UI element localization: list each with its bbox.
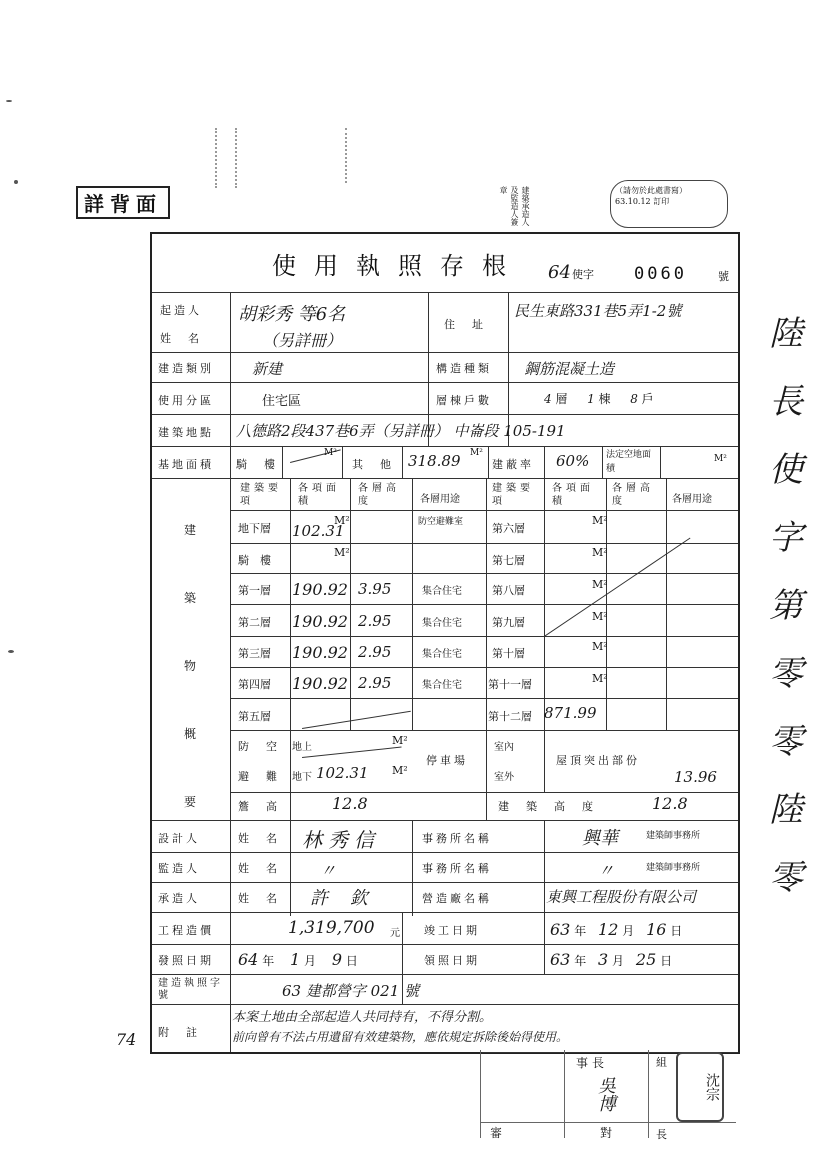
issue-date: 64 年 1 月 9 日 [238, 950, 358, 969]
company-name: 東興工程股份有限公司 [546, 888, 697, 906]
floor-3-height: 2.95 [358, 643, 392, 661]
shelter-label: 避 難 [238, 770, 280, 783]
punch-hole-mark [345, 128, 361, 183]
company-label: 營造廠名稱 [422, 892, 492, 905]
unit-m2: M² [592, 640, 608, 653]
outdoor-label: 室外 [494, 772, 514, 783]
review-label: 審 [490, 1126, 503, 1140]
building-type-value: 新建 [252, 360, 283, 378]
unit-m2: M² [334, 546, 350, 559]
group-label-2: 長 [656, 1128, 667, 1141]
floor-1-area: 190.92 [292, 580, 348, 599]
scan-mark [14, 180, 18, 184]
underground-label: 地下 [292, 772, 312, 783]
floor-6-label: 第六層 [492, 522, 525, 535]
permit-year: 64 [548, 262, 571, 283]
floor-2-area: 190.92 [292, 612, 348, 631]
cost-value: 1,319,700 [288, 918, 375, 938]
col-area-header-2: 各項面積 [552, 483, 594, 507]
form-title: 使用執照存根 [272, 252, 524, 280]
floor-4-use: 集合住宅 [422, 680, 462, 691]
unit-m2: M² [392, 734, 408, 747]
floor-4-label: 第四層 [238, 678, 271, 691]
permit-no-label: 建造執照字號 [158, 978, 223, 1001]
coverage-value: 60% [556, 452, 590, 470]
col-floor-header-2: 建築要項 [492, 483, 534, 507]
col-area-header: 各項面積 [298, 483, 340, 507]
group-label: 組 [656, 1056, 667, 1069]
eave-height-label: 簷 高 [238, 800, 280, 813]
basement-use: 防空避難室 [418, 517, 464, 527]
unit-m2: M² [592, 610, 608, 623]
right-note-2: （請勿於此處書寫） [615, 186, 687, 195]
site-other-value: 318.89 [408, 452, 461, 470]
address-label: 住 址 [444, 318, 486, 331]
structure-type-value: 鋼筋混凝土造 [524, 360, 615, 378]
completion-date: 63 年 12 月 16 日 [550, 920, 683, 939]
right-margin-handwriting: 陸 長 使 字 第 零 零 陸 零 [769, 314, 803, 898]
building-height-value: 12.8 [652, 794, 688, 813]
right-note: 建築承造人及監造人簽章 [499, 186, 530, 226]
total-area: 871.99 [544, 704, 597, 722]
check-label: 對 [600, 1126, 613, 1140]
clerk-stamp: 事 [576, 1056, 589, 1070]
unit-m2: M² [592, 514, 608, 527]
supervisor-office: 〃 [598, 861, 615, 880]
unit-m2: M² [324, 448, 337, 458]
arcade-label: 騎 樓 [236, 458, 278, 471]
designer-office-label: 事務所名稱 [422, 832, 492, 845]
basement-area: 102.31 [292, 522, 345, 540]
coverage-label: 建蔽率 [492, 458, 534, 471]
margin-mark: 74 [116, 1030, 137, 1049]
floor-8-label: 第八層 [492, 584, 525, 597]
floor-2-use: 集合住宅 [422, 618, 462, 629]
address-value: 民生東路331巷5弄1-2號 [514, 302, 682, 320]
floor-3-label: 第三層 [238, 647, 271, 660]
supervisor-label: 監造人 [158, 862, 200, 875]
right-note-box [610, 180, 728, 228]
unit-m2: M² [334, 514, 350, 527]
col-floor-header: 建築要項 [240, 483, 282, 507]
floor-3-area: 190.92 [292, 643, 348, 662]
floor-11-label: 第十一層 [488, 678, 532, 691]
ground-label: 地上 [292, 742, 312, 753]
applicant-note: （另詳冊） [262, 331, 343, 350]
floor-9-label: 第九層 [492, 616, 525, 629]
unit-m2: M² [714, 454, 727, 464]
permit-char: 使字 [572, 268, 594, 281]
other-label: 其 他 [352, 458, 394, 471]
punch-hole-mark [215, 128, 237, 188]
permit-suffix: 號 [718, 270, 729, 283]
floors-units-values: 4 層 1 棟 8 戶 [544, 392, 654, 406]
floors-units-label: 層棟戶數 [436, 394, 492, 407]
right-note-3: 63.10.12 訂印 [615, 197, 670, 206]
shelter-area: 102.31 [316, 764, 369, 782]
receive-date-label: 領照日期 [424, 954, 480, 967]
floor-1-height: 3.95 [358, 580, 392, 598]
structure-type-label: 構造種類 [436, 362, 492, 375]
col-height-header-2: 各層高度 [612, 483, 654, 507]
supervisor-name: 〃 [320, 861, 337, 880]
col-use-header-2: 各層用途 [672, 494, 712, 505]
floor-12-label: 第十二層 [488, 710, 532, 723]
supervisor-office-label: 事務所名稱 [422, 862, 492, 875]
receive-date: 63 年 3 月 25 日 [550, 950, 673, 969]
applicant-name: 胡彩秀 等6名 [238, 304, 346, 325]
approval-seal: 沈宗 [676, 1052, 724, 1122]
contractor-label: 承造人 [158, 892, 200, 905]
unit-m2: M² [592, 672, 608, 685]
floor-3-use: 集合住宅 [422, 649, 462, 660]
supervisor-name-label: 姓 名 [238, 862, 280, 875]
unit-m2: M² [392, 764, 408, 777]
usage-permit-stub-form [150, 232, 740, 1054]
eave-height-value: 12.8 [332, 794, 368, 813]
supervisor-office-suffix: 建築師事務所 [646, 863, 701, 873]
location-value: 八德路2段437巷6弄（另詳冊） 中崙段 105-191 [236, 422, 566, 440]
scan-mark [8, 650, 14, 653]
remarks-line-2: 前向曾有不法占用遺留有效建築物，應依規定拆除後始得使用。 [232, 1030, 569, 1044]
cost-label: 工程造價 [158, 924, 214, 937]
zone-value: 住宅區 [262, 394, 302, 409]
roof-area: 13.96 [674, 768, 717, 786]
unit-m2: M² [592, 546, 608, 559]
air-defense-label: 防 空 [238, 740, 280, 753]
zone-label: 使用分區 [158, 394, 214, 407]
unit-m2: M² [470, 448, 483, 458]
overview-label: 建 築 物 概 要 [184, 523, 197, 809]
floor-2-height: 2.95 [358, 612, 392, 630]
floor-7-label: 第七層 [492, 554, 525, 567]
parking-label: 停車場 [426, 754, 468, 767]
floor-4-height: 2.95 [358, 674, 392, 692]
contractor-name-label: 姓 名 [238, 892, 280, 905]
designer-office-suffix: 建築師事務所 [646, 831, 701, 841]
applicant-label-a: 起造人 [160, 304, 202, 317]
unit-m2: M² [592, 578, 608, 591]
designer-name-label: 姓 名 [238, 832, 280, 845]
scan-mark [6, 100, 12, 102]
basement-label: 地下層 [238, 522, 271, 535]
designer-office: 興華 [582, 828, 618, 849]
col-height-header: 各層高度 [358, 483, 400, 507]
building-type-label: 建造類別 [158, 362, 214, 375]
arcade-row-label: 騎 樓 [238, 554, 271, 567]
applicant-label-b: 姓 名 [160, 332, 202, 345]
floor-5-label: 第五層 [238, 710, 271, 723]
permit-no-value: 63 建都營字 021 號 [282, 982, 420, 1000]
floor-1-use: 集合住宅 [422, 586, 462, 597]
approval-strip [480, 1050, 736, 1140]
floor-1-label: 第一層 [238, 584, 271, 597]
roof-label: 屋頂突出部份 [556, 754, 640, 767]
designer-name: 林秀信 [302, 828, 380, 852]
site-area-label: 基地面積 [158, 458, 214, 471]
designer-label: 設計人 [158, 832, 200, 845]
yuan-unit: 元 [390, 928, 400, 939]
issue-date-label: 發照日期 [158, 954, 214, 967]
col-use-header: 各層用途 [420, 494, 460, 505]
location-label: 建築地點 [158, 426, 214, 439]
contractor-name: 許 欽 [310, 888, 376, 909]
chief-seal: 吳博 [595, 1076, 616, 1112]
floor-10-label: 第十層 [492, 647, 525, 660]
floor-2-label: 第二層 [238, 616, 271, 629]
clerk-stamp-2: 長 [592, 1056, 605, 1070]
permit-number: 0060 [634, 264, 687, 284]
floor-4-area: 190.92 [292, 674, 348, 693]
open-space-label: 法定空地面積 [606, 450, 652, 474]
remarks-line-1: 本案土地由全部起造人共同持有，不得分割。 [232, 1010, 493, 1025]
completion-label: 竣工日期 [424, 924, 480, 937]
remarks-label: 附 註 [158, 1026, 200, 1039]
detail-on-back-stamp: 詳背面 [76, 186, 170, 219]
indoor-label: 室內 [494, 742, 514, 753]
building-height-label: 建 築 高 度 [498, 800, 596, 813]
